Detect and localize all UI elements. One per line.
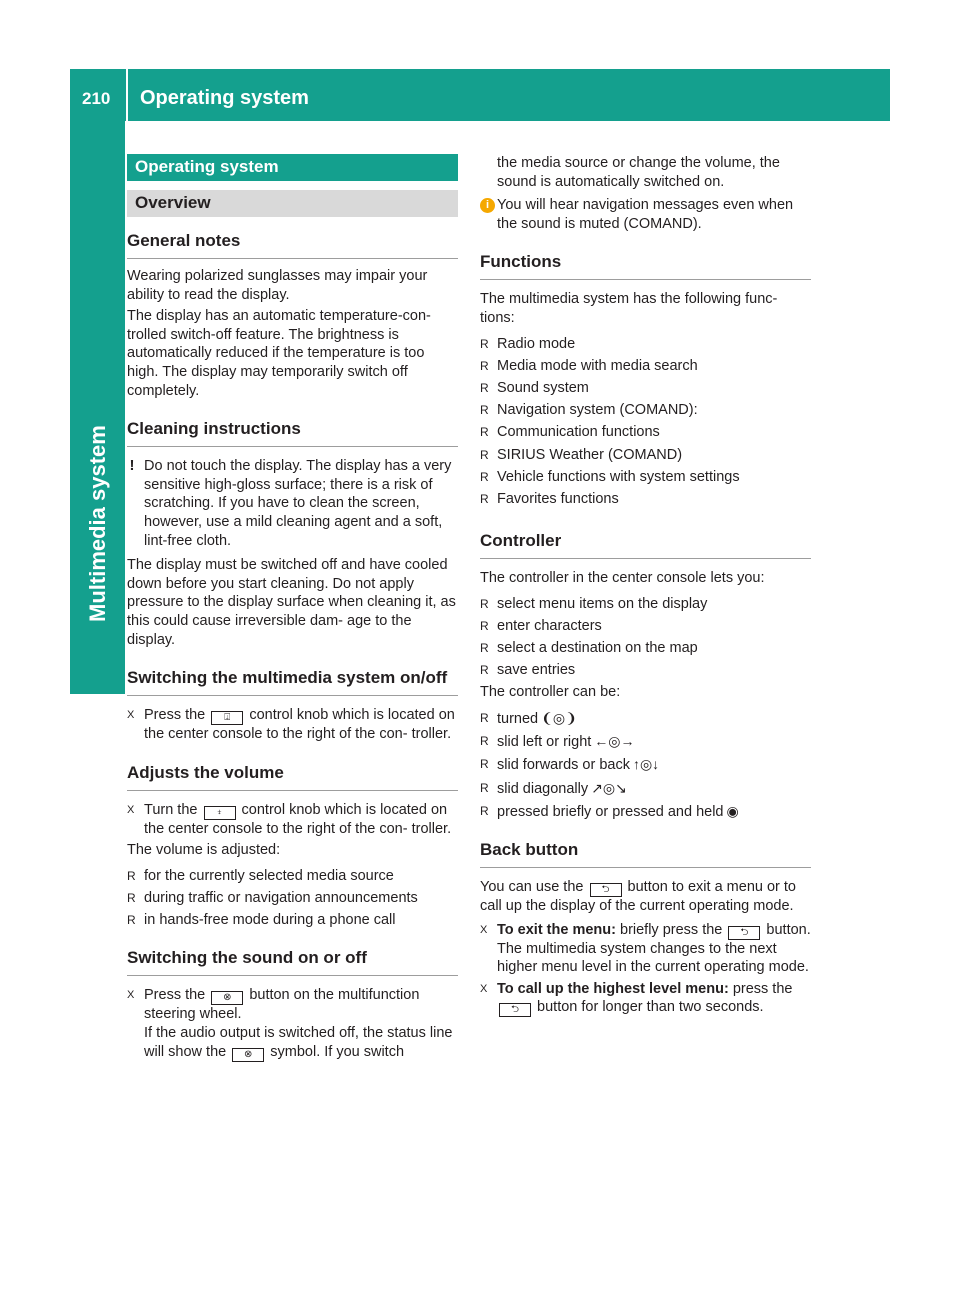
list-item: R slid diagonally ↗◎↘ xyxy=(480,779,627,797)
list-item: R turned ❨◎❩ xyxy=(480,710,577,727)
list-item: R Vehicle functions with system settings xyxy=(480,468,740,485)
controller-moves xyxy=(480,709,811,821)
step-arrow-icon: X xyxy=(127,803,135,816)
controller-slide-fb-icon: ↑◎↓ xyxy=(632,756,660,773)
switching-step: X Press the ⍗ control knob which is located on the center console to the right of the con- troller. xyxy=(127,707,455,743)
side-tab-label: Multimedia system xyxy=(84,425,110,622)
info-note: i You will hear navigation messages even when the sound is muted (COMAND). xyxy=(480,196,811,233)
list-item: R pressed briefly or pressed and held ◉ xyxy=(480,802,739,820)
step-arrow-icon: X xyxy=(480,982,488,995)
list-item: R Communication functions xyxy=(480,424,660,441)
list-item: R select menu items on the display xyxy=(480,595,708,612)
controller-press-icon: ◉ xyxy=(726,802,739,819)
header-divider xyxy=(126,69,128,121)
list-item: R in hands-free mode during a phone call xyxy=(127,912,396,929)
heading-volume: Adjusts the volume xyxy=(127,762,458,791)
back-step-2: X To call up the highest level menu: press the ⮌ button for longer than two seconds. xyxy=(480,980,793,1016)
sound-step: X Press the ⊗ button on the multifunction steering wheel. If the audio output is switched off, the status line will show the ⊗ symbol. If you switch xyxy=(127,987,453,1060)
page-header xyxy=(70,69,890,121)
left-column xyxy=(127,154,458,1062)
controller-slide-diagonal-icon: ↗◎↘ xyxy=(591,779,627,796)
back-p1: You can use the ⮌ button to exit a menu or to call up the display of the current operating mode. xyxy=(480,878,796,914)
list-item: R Sound system xyxy=(480,379,589,396)
list-item: R slid left or right ←◎→ xyxy=(480,733,635,751)
list-item: R during traffic or navigation announcements xyxy=(127,890,418,907)
heading-general-notes: General notes xyxy=(127,230,458,259)
knob-turn-icon: ⍖ xyxy=(204,806,236,820)
warning-icon: ! xyxy=(129,457,135,475)
heading-controller: Controller xyxy=(480,530,811,559)
controller-p2: The controller can be: xyxy=(480,684,621,701)
heading-sound: Switching the sound on or off xyxy=(127,947,458,976)
list-item: R slid forwards or back ↑◎↓ xyxy=(480,756,660,774)
list-item: R Media mode with media search xyxy=(480,357,698,374)
list-item: R select a destination on the map xyxy=(480,640,698,657)
page-number: 210 xyxy=(82,89,111,108)
controller-slide-lr-icon: ←◎→ xyxy=(594,733,635,750)
list-item: R Navigation system (COMAND): xyxy=(480,402,698,419)
volume-list xyxy=(127,867,458,930)
functions-p1: The multimedia system has the following func- tions: xyxy=(480,291,778,326)
list-item: R SIRIUS Weather (COMAND) xyxy=(480,446,683,463)
list-item: R enter characters xyxy=(480,617,602,634)
knob-press-icon: ⍗ xyxy=(211,711,243,725)
list-item: R Favorites functions xyxy=(480,490,619,507)
volume-step: X Turn the ⍖ control knob which is located on the center console to the right of the con- troller. xyxy=(127,801,452,837)
right-column xyxy=(480,154,811,1017)
heading-cleaning: Cleaning instructions xyxy=(127,418,458,447)
back-icon: ⮌ xyxy=(499,1003,531,1017)
heading-back-button: Back button xyxy=(480,839,811,868)
list-item: R Radio mode xyxy=(480,335,576,352)
list-item: R for the currently selected media source xyxy=(127,867,394,884)
step-arrow-icon: X xyxy=(127,709,135,722)
info-icon: i xyxy=(480,198,495,213)
header-title: Operating system xyxy=(140,87,309,109)
heading-switching: Switching the multimedia system on/off xyxy=(127,667,458,696)
back-step-1: X To exit the menu: briefly press the ⮌ button. The multimedia system changes to the next higher menu level in the current operating mode. xyxy=(480,921,811,976)
functions-list xyxy=(480,335,811,509)
back-icon: ⮌ xyxy=(590,883,622,897)
warning-note xyxy=(127,457,458,550)
general-notes-p2: The display has an automatic temperature-con- trolled switch-off feature. The brightness is automatically reduced if the temperature is too high. The display may temporarily switch off completely. xyxy=(127,308,431,399)
subsection-title: Overview xyxy=(127,190,458,217)
list-item: R save entries xyxy=(480,662,576,679)
back-icon: ⮌ xyxy=(728,926,760,940)
mute-icon: ⊗ xyxy=(211,991,243,1005)
volume-p1: The volume is adjusted: xyxy=(127,842,281,859)
continued-text: the media source or change the volume, the sound is automatically switched on. xyxy=(497,155,780,190)
cleaning-p1: The display must be switched off and have cooled down before you start cleaning. Do not apply pressure to the display surface when cleaning it, as this could cause irreversible dam- age to the display. xyxy=(127,557,456,648)
controller-p1: The controller in the center console lets you: xyxy=(480,570,765,587)
section-title: Operating system xyxy=(127,154,458,181)
warning-text: Do not touch the display. The display has a very sensitive high-gloss surface; there is a risk of scratching. If you have to clean the screen, however, use a mild cleaning agent and a soft, lint-free cloth. xyxy=(144,458,452,549)
step-arrow-icon: X xyxy=(480,923,488,936)
controller-turn-icon: ❨◎❩ xyxy=(541,710,577,726)
step-arrow-icon: X xyxy=(127,989,135,1002)
general-notes-p1: Wearing polarized sunglasses may impair your ability to read the display. xyxy=(127,268,428,303)
heading-functions: Functions xyxy=(480,251,811,280)
mute-icon: ⊗ xyxy=(232,1048,264,1062)
controller-list xyxy=(480,595,811,680)
